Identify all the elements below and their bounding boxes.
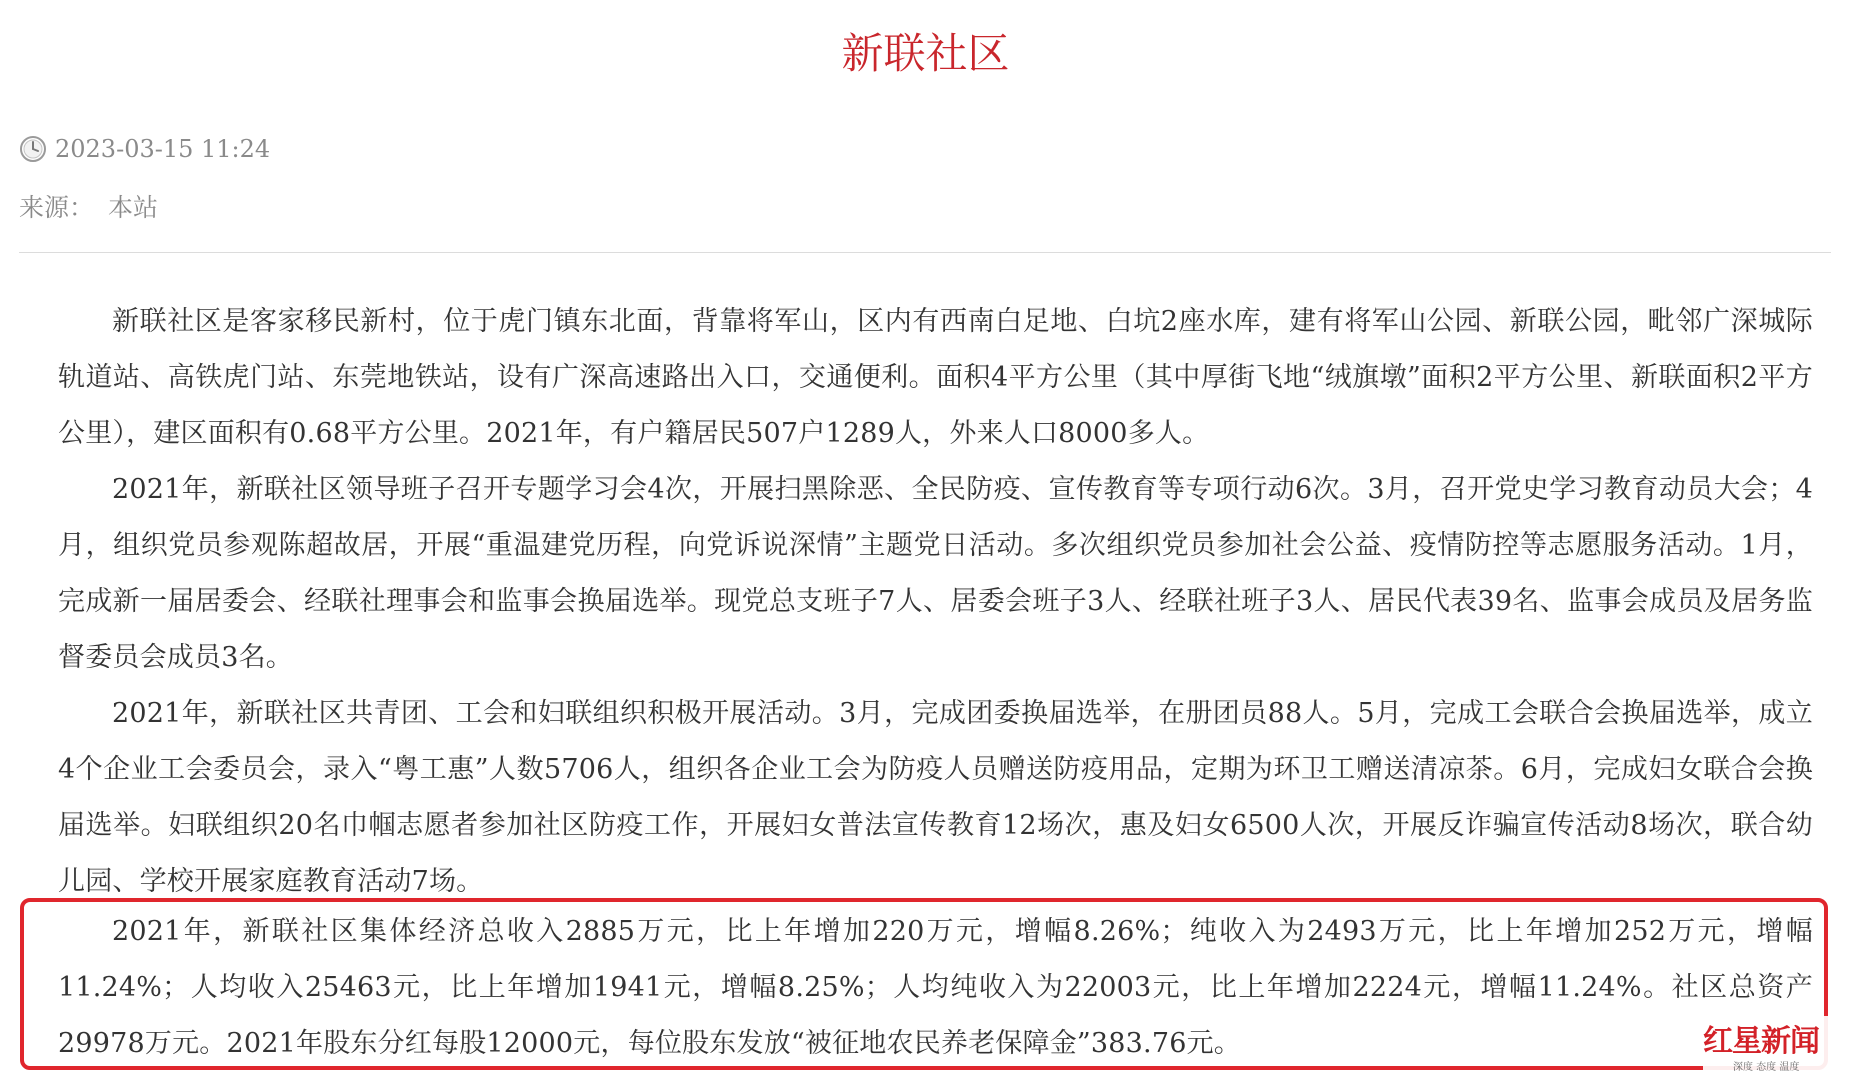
watermark-slogan: 深度 态度 温度 <box>1733 1062 1800 1073</box>
article-body <box>58 294 1813 910</box>
source-value: 本站 <box>108 193 159 222</box>
publish-date <box>19 132 270 166</box>
paragraph-party: 2021年，新联社区领导班子召开专题学习会4次，开展扫黑除恶、全民防疫、宣传教育等专项行动6次。3月，召开党史学习教育动员大会；4月，组织党员参观陈超故居，开展“重温建党历程，向党诉说深情”主题党日活动。多次组织党员参加社会公益、疫情防控等志愿服务活动。1月，完成新一届居委会、经联社理事会和监事会换届选举。现党总支班子7人、居委会班子3人、经联社班子3人、居民代表39名、监事会成员及居务监督委员会成员3名。 <box>58 474 1813 673</box>
paragraph-intro: 新联社区是客家移民新村，位于虎门镇东北面，背靠将军山，区内有西南白足地、白坑2座水库，建有将军山公园、新联公园，毗邻广深城际轨道站、高铁虎门站、东莞地铁站，设有广深高速路出入口，交通便利。面积4平方公里（其中厚街飞地“绒旗墩”面积2平方公里、新联面积2平方公里），建区面积有0.68平方公里。2021年，有户籍居民507户1289人，外来人口8000多人。 <box>58 306 1813 449</box>
paragraph-organizations: 2021年，新联社区共青团、工会和妇联组织积极开展活动。3月，完成团委换届选举，在册团员88人。5月，完成工会联合会换届选举，成立4个企业工会委员会，录入“粤工惠”人数5706人，组织各企业工会为防疫人员赠送防疫用品，定期为环卫工赠送清凉茶。6月，完成妇女联合会换届选举。妇联组织20名巾帼志愿者参加社区防疫工作，开展妇女普法宣传教育12场次，惠及妇女6500人次，开展反诈骗宣传活动8场次，联合幼儿园、学校开展家庭教育活动7场。 <box>58 698 1813 897</box>
source-line <box>19 188 158 224</box>
page-title: 新联社区 <box>841 29 1010 78</box>
paragraph-economy: 2021年，新联社区集体经济总收入2885万元，比上年增加220万元，增幅8.26%；纯收入为2493万元，比上年增加252万元，增幅11.24%；人均收入25463元，比上年增加1941元，增幅8.25%；人均纯收入为22003元，比上年增加2224元，增幅11.24%。社区总资产29978万元。2021年股东分红每股12000元，每位股东发放“被征地农民养老保障金”383.76元。 <box>58 916 1813 1059</box>
header-divider <box>19 252 1831 253</box>
source-label: 来源： <box>19 193 95 222</box>
watermark-name: 红星新闻 <box>1703 1024 1819 1059</box>
publish-date-text: 2023-03-15 11:24 <box>55 135 271 163</box>
clock-icon <box>19 135 47 163</box>
watermark-logo <box>1703 1016 1843 1072</box>
highlighted-section <box>58 904 1813 1072</box>
